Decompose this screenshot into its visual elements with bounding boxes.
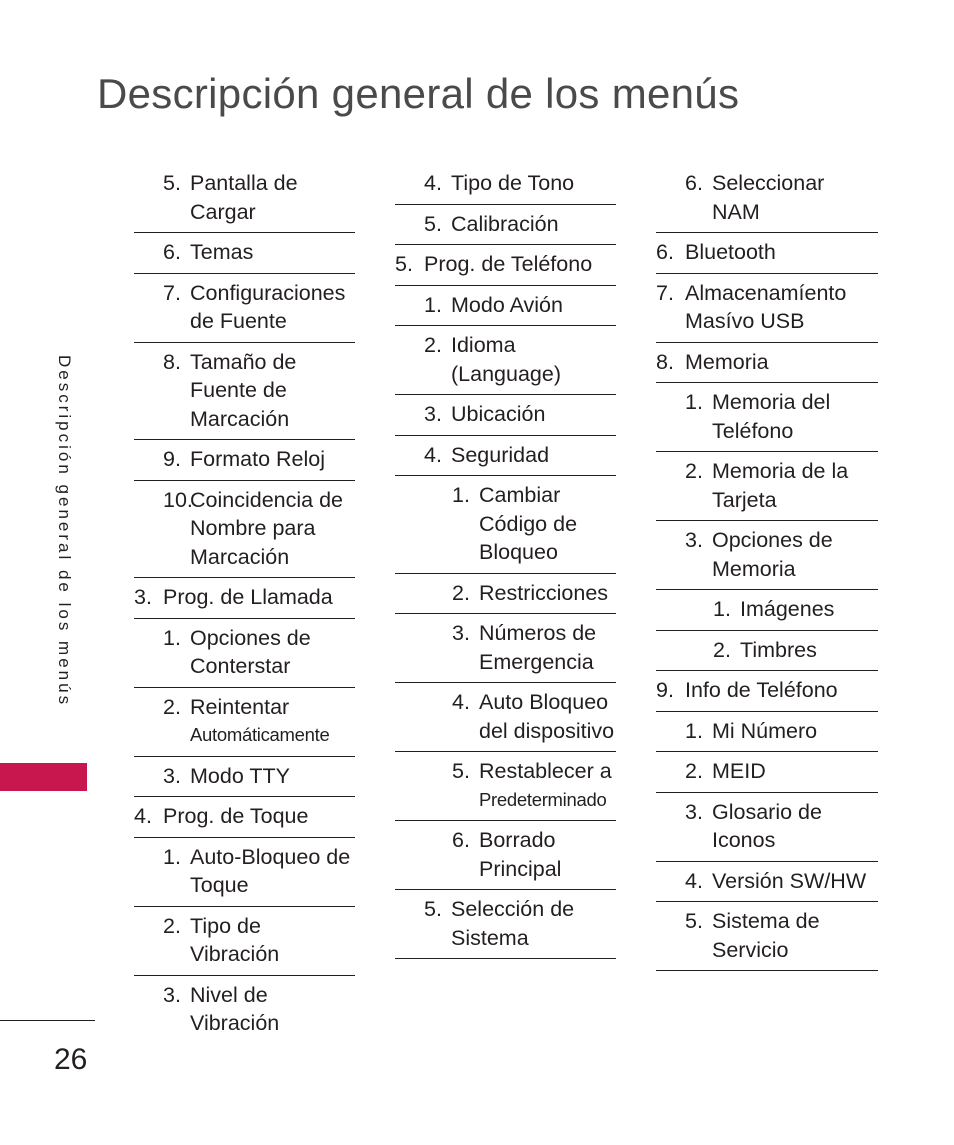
section-tab-marker bbox=[0, 763, 87, 791]
item-label: Timbres bbox=[740, 637, 817, 662]
menu-item bbox=[134, 440, 355, 481]
item-number: 6. bbox=[452, 828, 470, 852]
item-label: Idioma (Language) bbox=[451, 333, 561, 386]
item-label: Prog. de Toque bbox=[163, 804, 309, 828]
item-label: Seleccionar NAM bbox=[712, 171, 825, 224]
item-number: 4. bbox=[685, 868, 703, 893]
item-label: Formato Reloj bbox=[190, 447, 326, 471]
item-label-line-2: Automáticamente bbox=[190, 724, 330, 745]
menu-item bbox=[395, 476, 616, 574]
item-label: Restablecer a bbox=[479, 759, 612, 783]
menu-item bbox=[134, 838, 355, 907]
footer-divider bbox=[0, 1020, 95, 1021]
item-number: 1. bbox=[685, 718, 703, 743]
item-number: 10. bbox=[163, 487, 193, 512]
menu-item bbox=[656, 274, 878, 343]
item-number: 4. bbox=[452, 690, 470, 714]
item-number: 6. bbox=[656, 240, 674, 264]
item-number: 6. bbox=[163, 240, 181, 264]
item-number: 2. bbox=[163, 694, 181, 719]
item-number: 4. bbox=[424, 442, 442, 467]
item-number: 5. bbox=[424, 211, 442, 236]
item-number: 3. bbox=[452, 621, 470, 645]
item-label: Configuraciones de Fuente bbox=[190, 280, 346, 333]
menu-item bbox=[395, 395, 616, 436]
menu-item bbox=[134, 343, 355, 441]
menu-item bbox=[134, 619, 355, 688]
menu-item bbox=[395, 752, 616, 821]
item-label: Cambiar Código de Bloqueo bbox=[479, 483, 578, 564]
item-number: 3. bbox=[163, 982, 181, 1007]
menu-item bbox=[134, 757, 355, 798]
menu-item bbox=[134, 976, 355, 1044]
menu-item bbox=[395, 286, 616, 327]
item-label: Calibración bbox=[451, 211, 559, 236]
item-number: 4. bbox=[134, 804, 152, 828]
item-number: 8. bbox=[163, 349, 181, 374]
item-label: Selección de Sistema bbox=[451, 897, 575, 950]
menu-column-1 bbox=[134, 164, 355, 1044]
item-number: 1. bbox=[685, 390, 703, 414]
menu-column-2 bbox=[395, 164, 616, 959]
item-number: 1. bbox=[713, 597, 731, 621]
menu-item bbox=[134, 688, 355, 757]
item-number: 5. bbox=[452, 759, 470, 783]
menu-item bbox=[134, 233, 355, 274]
item-number: 9. bbox=[656, 678, 674, 702]
item-number: 5. bbox=[685, 909, 703, 933]
menu-item bbox=[134, 164, 355, 233]
item-label: Auto Bloqueo del dispositivo bbox=[479, 690, 615, 743]
item-label: Modo Avión bbox=[451, 292, 563, 317]
item-label: Imágenes bbox=[740, 597, 835, 621]
item-number: 7. bbox=[163, 280, 181, 305]
item-label: Nivel de Vibración bbox=[190, 982, 280, 1035]
item-number: 2. bbox=[163, 913, 181, 938]
item-label: Números de Emergencia bbox=[479, 621, 597, 674]
menu-item bbox=[395, 205, 616, 246]
item-number: 2. bbox=[713, 637, 731, 662]
menu-item bbox=[134, 481, 355, 579]
item-label: Sistema de Servicio bbox=[712, 909, 820, 962]
item-label: Auto-Bloqueo de Toque bbox=[190, 844, 351, 897]
item-number: 7. bbox=[656, 280, 674, 305]
item-number: 6. bbox=[685, 171, 703, 195]
menu-item bbox=[134, 274, 355, 343]
item-number: 3. bbox=[685, 528, 703, 552]
item-number: 2. bbox=[685, 459, 703, 483]
menu-item bbox=[395, 890, 616, 959]
menu-item bbox=[134, 907, 355, 976]
item-number: 3. bbox=[685, 799, 703, 824]
item-number: 5. bbox=[424, 897, 442, 921]
item-label: Memoria bbox=[685, 349, 769, 374]
item-label: Temas bbox=[190, 240, 254, 264]
item-number: 4. bbox=[424, 171, 442, 195]
item-label: Memoria del Teléfono bbox=[712, 390, 831, 443]
item-number: 2. bbox=[452, 580, 470, 605]
menu-item bbox=[395, 821, 616, 890]
item-label: Info de Teléfono bbox=[685, 678, 838, 702]
item-label: Opciones de Memoria bbox=[712, 528, 833, 581]
item-number: 2. bbox=[424, 333, 442, 357]
item-label: Opciones de Conterstar bbox=[190, 625, 311, 678]
menu-item bbox=[656, 521, 878, 590]
item-label: Reintentar bbox=[190, 694, 290, 719]
menu-item bbox=[395, 326, 616, 395]
item-label: Coincidencia de Nombre para Marcación bbox=[190, 487, 343, 569]
item-label: Tamaño de Fuente de Marcación bbox=[190, 349, 297, 431]
item-number: 1. bbox=[163, 844, 181, 869]
menu-column-3 bbox=[656, 164, 878, 971]
item-number: 1. bbox=[163, 625, 181, 650]
page-number: 26 bbox=[54, 1043, 88, 1076]
menu-item bbox=[395, 436, 616, 477]
menu-item bbox=[656, 793, 878, 862]
item-label: Mi Número bbox=[712, 718, 818, 743]
menu-item bbox=[656, 452, 878, 521]
item-number: 3. bbox=[134, 585, 152, 609]
menu-item bbox=[395, 614, 616, 683]
item-label: Memoria de la Tarjeta bbox=[712, 459, 849, 512]
item-label: Tipo de Tono bbox=[451, 171, 575, 195]
menu-item bbox=[656, 752, 878, 793]
item-label: Seguridad bbox=[451, 442, 550, 467]
menu-item bbox=[134, 797, 355, 838]
item-number: 5. bbox=[163, 171, 181, 195]
page-title: Descripción general de los menús bbox=[97, 70, 740, 117]
item-label: Bluetooth bbox=[685, 240, 776, 264]
item-label: Borrado Principal bbox=[479, 828, 562, 881]
item-label: Almacenamíento Masívo USB bbox=[685, 280, 847, 333]
menu-item bbox=[656, 902, 878, 971]
menu-item bbox=[656, 590, 878, 631]
menu-item bbox=[395, 164, 616, 205]
item-label: Prog. de Llamada bbox=[163, 585, 333, 609]
menu-item bbox=[656, 631, 878, 672]
menu-item bbox=[656, 343, 878, 384]
item-label: Prog. de Teléfono bbox=[424, 252, 593, 276]
item-number: 5. bbox=[395, 252, 413, 276]
item-label: Pantalla de Cargar bbox=[190, 171, 298, 224]
item-label: Glosario de Iconos bbox=[712, 799, 822, 852]
item-label: Restricciones bbox=[479, 580, 609, 605]
item-label: Modo TTY bbox=[190, 763, 290, 788]
menu-item bbox=[656, 164, 878, 233]
item-label: Versión SW/HW bbox=[712, 868, 867, 893]
item-number: 1. bbox=[424, 292, 442, 317]
item-number: 9. bbox=[163, 447, 181, 471]
item-label: Tipo de Vibración bbox=[190, 913, 280, 966]
item-label-line-2: Predeterminado bbox=[479, 788, 607, 810]
menu-item bbox=[395, 683, 616, 752]
menu-item bbox=[395, 245, 616, 286]
side-section-label: Descripción general de los menús bbox=[55, 355, 74, 708]
item-number: 3. bbox=[424, 402, 442, 426]
item-label: MEID bbox=[712, 759, 766, 783]
item-number: 8. bbox=[656, 349, 674, 374]
menu-item bbox=[134, 578, 355, 619]
menu-item bbox=[656, 862, 878, 903]
item-number: 2. bbox=[685, 759, 703, 783]
menu-item bbox=[656, 383, 878, 452]
menu-item bbox=[395, 574, 616, 615]
menu-item bbox=[656, 712, 878, 753]
item-label: Ubicación bbox=[451, 402, 546, 426]
item-number: 1. bbox=[452, 483, 470, 507]
menu-item bbox=[656, 233, 878, 274]
item-number: 3. bbox=[163, 763, 181, 788]
menu-item bbox=[656, 671, 878, 712]
